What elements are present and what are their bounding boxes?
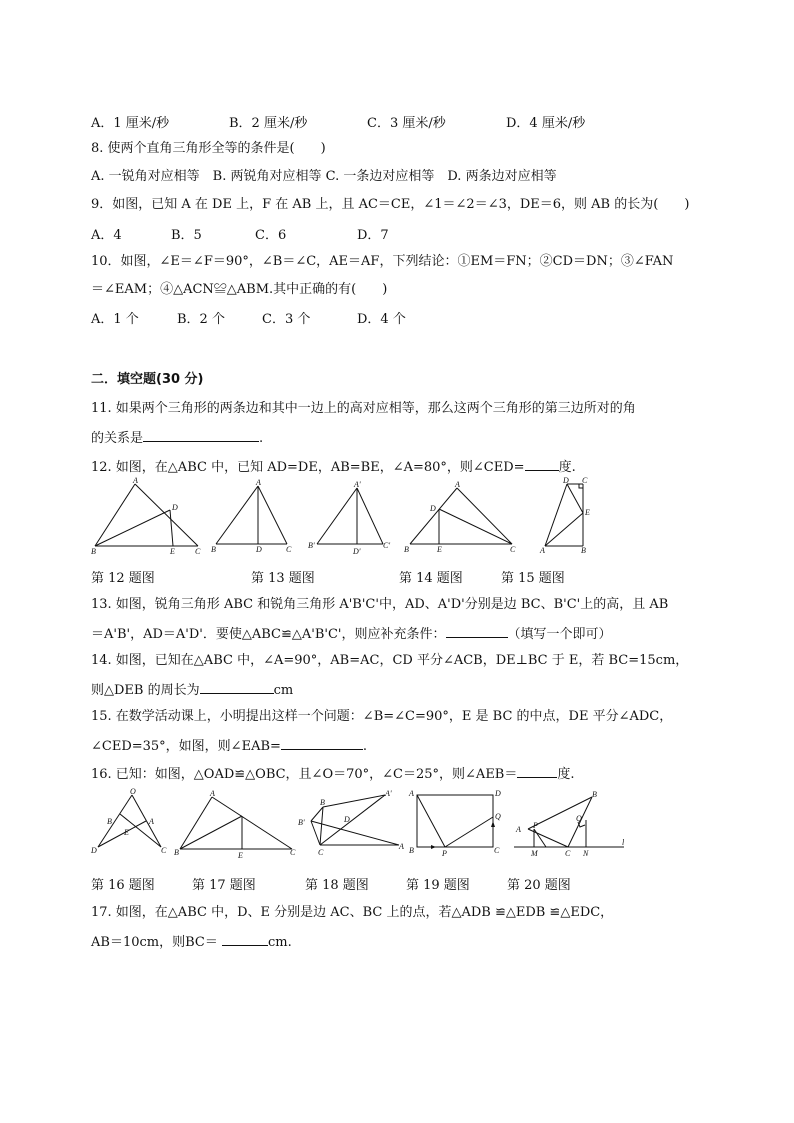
fig18-label-b: B (320, 798, 325, 807)
fig19-label-p: P (442, 849, 447, 858)
q9-option-b: B．5 (171, 228, 202, 243)
q10-option-c: C．3 个 (262, 312, 311, 327)
q7-option-c: C．3 厘米/秒 (367, 116, 446, 131)
fig12-label-b: B (91, 547, 96, 556)
q15-answer-blank[interactable] (281, 735, 363, 750)
fig16-label-a: A (149, 817, 154, 826)
figure-12 (91, 478, 203, 562)
caption-fig20: 第 20 题图 (507, 878, 571, 893)
fig16-label-d: D (91, 846, 97, 855)
q15-line1: 15. 在数学活动课上，小明提出这样一个问题：∠B=∠C=90°，E 是 BC 的中点，DE 平分∠ADC， (91, 709, 673, 724)
fig14-label-a: A (455, 480, 460, 489)
q13-text: ＝A'B'，AD＝A'D'．要使△ABC≌△A'B'C'，则应补充条件： (91, 627, 446, 642)
fig14p-label-c: C' (383, 541, 391, 550)
q16-answer-blank[interactable] (517, 763, 557, 778)
q16-end: 度. (557, 767, 575, 782)
q11-line2 (91, 427, 263, 449)
fig13-label-b: B (211, 545, 216, 554)
caption-fig18: 第 18 题图 (305, 878, 369, 893)
fig18-label-b-prime: B' (298, 818, 305, 827)
q8-options: A. 一锐角对应相等 B. 两锐角对应相等 C. 一条边对应相等 D. 两条边对应相等 (91, 169, 557, 184)
fig20-label-c: C (565, 849, 571, 858)
q17-line2 (91, 931, 292, 953)
q9-option-a: A．4 (91, 228, 122, 243)
q10-stem-line1: 10．如图，∠E＝∠F＝90°，∠B＝∠C，AE＝AF，下列结论：①EM＝FN；②CD＝DN；③∠FAN (91, 254, 674, 269)
fig12-label-a: A (133, 476, 138, 485)
q17-line1: 17. 如图，在△ABC 中，D、E 分别是边 AC、BC 上的点，若△ADB ≌△EDB ≌△EDC， (91, 905, 614, 920)
fig17-label-e: E (238, 851, 243, 860)
fig13-label-a: A (256, 478, 261, 487)
fig20-label-b: B (592, 790, 597, 799)
caption-fig19: 第 19 题图 (406, 878, 470, 893)
q16-line (91, 763, 575, 785)
fig16-label-b: B (107, 817, 112, 826)
caption-fig16: 第 16 题图 (91, 878, 155, 893)
q13-end: （填写一个即可） (507, 627, 612, 642)
caption-fig15: 第 15 题图 (501, 571, 565, 586)
figure-17 (172, 787, 300, 863)
fig16-label-c: C (161, 846, 167, 855)
fig19-label-a: A (409, 789, 414, 798)
figure-19 (405, 787, 505, 863)
fig18-label-a-prime: A' (385, 789, 392, 798)
q10-option-a: A．1 个 (91, 312, 139, 327)
q15-text: ∠CED=35°，如图，则∠EAB= (91, 739, 281, 754)
figure-15 (535, 476, 605, 562)
fig15-label-a: A (540, 546, 545, 555)
fig14p-label-a: A' (354, 480, 361, 489)
fig19-label-b: B (409, 846, 414, 855)
fig17-label-b: B (174, 848, 179, 857)
figure-16 (88, 787, 168, 861)
fig17-label-a: A (210, 789, 215, 798)
fig18-label-a: A (399, 842, 404, 851)
fig12-label-c: C (195, 547, 201, 556)
fig18-label-d: D (344, 815, 350, 824)
q11-end: . (259, 431, 264, 446)
q7-option-a: A．1 厘米/秒 (91, 116, 170, 131)
fig20-label-n: N (583, 849, 589, 858)
q15-line2 (91, 735, 367, 757)
figure-18 (295, 787, 404, 863)
q12-answer-blank[interactable] (525, 456, 559, 471)
fig15-label-e: E (585, 508, 590, 517)
q12-text: 12. 如图，在△ABC 中，已知 AD=DE，AB=BE，∠A=80°，则∠CED= (91, 460, 525, 475)
fig14-label-d: D (430, 504, 436, 513)
fig14p-label-b: B' (308, 541, 315, 550)
fig17-label-c: C (290, 848, 296, 857)
caption-fig13: 第 13 题图 (251, 571, 315, 586)
fig14-label-b: B (404, 545, 409, 554)
fig12-label-d: D (172, 503, 178, 512)
q11-answer-blank[interactable] (143, 427, 259, 442)
fig15-label-d: D (563, 476, 569, 485)
fig16-label-e: E (124, 828, 129, 837)
figure-14 (400, 478, 520, 562)
fig14-label-c: C (510, 545, 516, 554)
q13-answer-blank[interactable] (446, 623, 508, 638)
q17-answer-blank[interactable] (222, 931, 268, 946)
figure-14-primed (305, 478, 395, 562)
fig19-label-c: C (494, 846, 500, 855)
q14-line1: 14. 如图，已知在△ABC 中，∠A=90°，AB=AC，CD 平分∠ACB，DE⊥BC 于 E，若 BC=15cm， (91, 653, 689, 668)
q8-stem: 8. 使两个直角三角形全等的条件是( ) (91, 141, 326, 156)
q9-option-d: D．7 (357, 228, 389, 243)
fig18-label-c: C (318, 848, 324, 857)
q9-option-c: C．6 (255, 228, 287, 243)
q7-option-d: D．4 厘米/秒 (506, 116, 586, 131)
q14-end: cm (273, 683, 294, 698)
q16-text: 16. 已知：如图，△OAD≌△OBC，且∠O＝70°，∠C＝25°，则∠AEB＝ (91, 767, 518, 782)
q15-end: . (362, 739, 368, 754)
fig20-label-q: Q (576, 814, 582, 823)
q13-line2 (91, 623, 612, 645)
caption-fig14: 第 14 题图 (399, 571, 463, 586)
caption-fig12: 第 12 题图 (91, 571, 155, 586)
fig20-label-p: P (533, 821, 538, 830)
q9-stem: 9．如图，已知 A 在 DE 上，F 在 AB 上，且 AC＝CE，∠1＝∠2＝∠3，DE＝6，则 AB 的长为( ) (91, 197, 690, 212)
figure-13 (210, 478, 295, 562)
q14-line2 (91, 679, 293, 701)
caption-fig17: 第 17 题图 (192, 878, 256, 893)
fig14-label-e: E (437, 545, 442, 554)
q17-text: AB＝10cm，则BC＝ (91, 935, 218, 950)
q14-text: 则△DEB 的周长为 (91, 683, 200, 698)
fig14p-label-d: D' (353, 547, 361, 556)
fig15-label-b: B (581, 546, 586, 555)
q11-line1: 11. 如果两个三角形的两条边和其中一边上的高对应相等，那么这两个三角形的第三边所对的角 (91, 401, 636, 416)
fig15-label-c: C (582, 476, 588, 485)
q10-option-b: B．2 个 (177, 312, 225, 327)
q12-end: 度. (558, 460, 576, 475)
fig20-label-m: M (531, 849, 538, 858)
fig19-label-d: D (495, 789, 501, 798)
fig19-label-q: Q (495, 812, 501, 821)
fig12-label-e: E (170, 547, 175, 556)
figure-20 (512, 787, 630, 863)
fig13-label-d: D (256, 545, 262, 554)
q14-answer-blank[interactable] (200, 679, 274, 694)
q10-option-d: D．4 个 (357, 312, 406, 327)
fig16-label-o: O (130, 787, 136, 796)
q17-end: cm. (267, 935, 292, 950)
section-heading: 二．填空题(30 分) (91, 372, 204, 387)
q13-line1: 13. 如图，锐角三角形 ABC 和锐角三角形 A'B'C'中，AD、A'D'分别是边 BC、B'C'上的高，且 AB (91, 597, 669, 612)
fig20-label-l: l (622, 838, 625, 847)
fig20-label-a: A (516, 825, 521, 834)
q10-stem-line2: ＝∠EAM；④△ACN≌△ABM.其中正确的有( ) (91, 282, 388, 297)
q7-option-b: B．2 厘米/秒 (229, 116, 308, 131)
fig13-label-c: C (286, 545, 292, 554)
q11-text: 的关系是 (91, 431, 144, 446)
q12-line (91, 456, 576, 478)
